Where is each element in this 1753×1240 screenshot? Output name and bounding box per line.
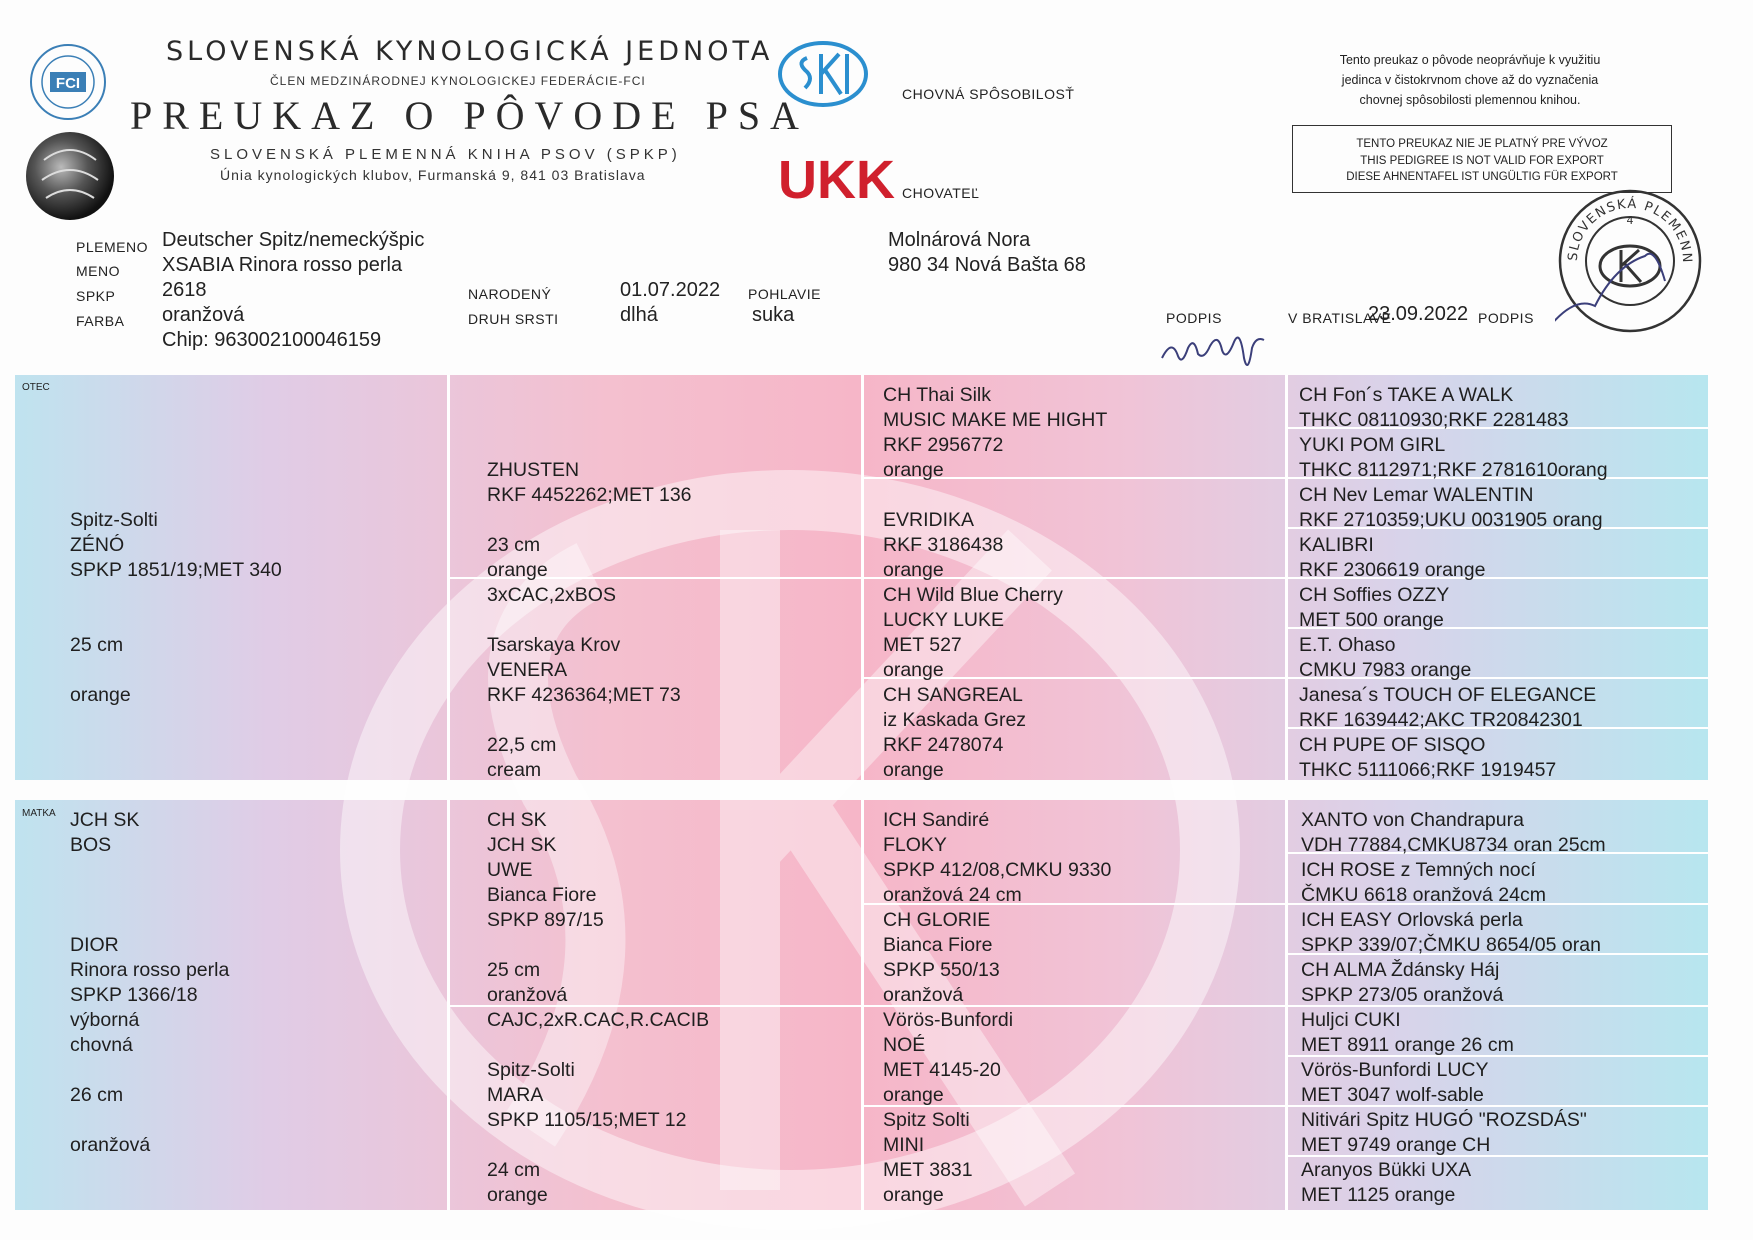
ancestor-line: 25 cm [487,959,541,981]
ancestor-line: CH Nev Lemar WALENTIN [1299,484,1534,506]
ancestor-line: Vörös-Bunfordi LUCY [1301,1059,1489,1081]
ancestor-line: Vörös-Bunfordi [883,1009,1014,1031]
ancestor-line: SPKP 550/13 [883,959,1000,981]
ancestor-cell [883,583,1063,683]
signature-icon [1160,318,1270,380]
ancestor-line: Bianca Fiore [883,934,993,956]
ancestor-line: orange [883,459,944,481]
ancestor-line: MET 9749 orange CH [1301,1134,1491,1156]
union-address: Únia kynologických klubov, Furmanská 9, 841 03 Bratislava [220,167,646,183]
ancestor-line: MET 8911 orange 26 cm [1301,1034,1514,1056]
ancestor-line: RKF 1639442;AKC TR20842301 [1299,709,1583,731]
ancestor-line: oranžová [487,984,568,1006]
dog-name-value: XSABIA Rinora rosso perla [162,254,403,276]
sex-value: suka [752,304,795,326]
issue-date: 23.09.2022 [1368,303,1469,325]
ancestor-line: 22,5 cm [487,734,557,756]
dam-line: Rinora rosso perla [70,959,230,981]
ancestor-line: ICH Sandiré [883,809,990,831]
sire-line: SPKP 1851/19;MET 340 [70,559,282,581]
dam-line [70,858,229,883]
ancestor-line: Aranyos Bükki UXA [1301,1159,1472,1181]
ancestor-line: ZHUSTEN [487,459,580,481]
ancestor-line: Spitz Solti [883,1109,970,1131]
ancestor-line: CH GLORIE [883,909,991,931]
dam-line [70,908,229,933]
name-label: MENO [76,263,120,279]
ancestor-line: FLOKY [883,834,947,856]
fci-logo-icon [28,42,108,122]
ancestor-cell [1301,808,1606,858]
ancestor-line: RKF 3186438 [883,534,1004,556]
official-signature-label: PODPIS [1478,310,1534,326]
org-title: SLOVENSKÁ KYNOLOGICKÁ JEDNOTA [166,36,774,67]
ancestor-line: CH ALMA Ždánsky Háj [1301,959,1500,981]
coat-label: DRUH SRSTI [468,311,559,327]
chip-value: Chip: 963002100046159 [162,329,382,351]
ancestor-line: 23 cm [487,534,541,556]
coat-value: dlhá [620,304,658,326]
ancestor-line: THKC 8112971;RKF 2781610orang [1299,459,1608,481]
color-label: FARBA [76,313,125,329]
ancestor-cell [1299,583,1449,633]
dam-line [70,1108,229,1133]
breed-label: PLEMENO [76,239,148,255]
export-warning-line: THIS PEDIGREE IS NOT VALID FOR EXPORT [1360,154,1604,167]
ancestor-line: MET 527 [883,634,962,656]
ancestor-line: CMKU 7983 orange [1299,659,1472,681]
ancestor-line: MET 3831 [883,1159,973,1181]
ancestor-line: orange [883,659,944,681]
ancestor-line: E.T. Ohaso [1299,634,1396,656]
ancestor-line [487,1133,686,1158]
ancestor-cell [883,683,1026,783]
ancestor-line: CH SANGREAL [883,684,1023,706]
sire-details [70,508,282,708]
stamp-number: 4 [1626,214,1634,227]
dam-line: JCH SK [70,809,140,831]
ancestor-line: Tsarskaya Krov [487,634,621,656]
breeder-name: Molnárová Nora [888,229,1031,251]
document-title: PREUKAZ O PÔVODE PSA [130,93,809,138]
dam-line: chovná [70,1034,133,1056]
place-label: V BRATISLAVE [1288,310,1392,326]
ancestor-titles: 3xCAC,2xBOS [487,584,616,606]
sire-line: 25 cm [70,634,124,656]
ancestor-cell [1299,483,1603,533]
dam-tag: MATKA [22,808,56,819]
ancestor-cell [1299,383,1569,433]
breeding-notice: Tento preukaz o pôvode neoprávňuje k využitiu jedinca v čistokrvnom chove až do vyznačenia chovnej spôsobilosti plemennou knihou. [1339,53,1601,107]
ancestor-line: CH Fon´s TAKE A WALK [1299,384,1514,406]
dam-details [70,808,229,1158]
hologram-seal-icon [24,130,116,222]
ancestor-line: orange [883,1184,944,1206]
color-value: oranžová [162,304,245,326]
ancestor-line: oranžová 24 cm [883,884,1022,906]
ancestor-line: RKF 4236364;MET 73 [487,684,681,706]
signature-label: PODPIS [1166,310,1222,326]
breeder-address: 980 34 Nová Bašta 68 [888,254,1086,276]
ancestor-line: CH Soffies OZZY [1299,584,1450,606]
ancestor-line: SPKP 1105/15;MET 12 [487,1109,687,1131]
ancestor-line: iz Kaskada Grez [883,709,1027,731]
ancestor-line: RKF 4452262;MET 136 [487,484,692,506]
ancestor-line: SPKP 339/07;ČMKU 8654/05 oran [1301,934,1601,956]
ancestor-line: 24 cm [487,1159,541,1181]
ancestor-line: RKF 2306619 orange [1299,559,1486,581]
ancestor-line [487,708,681,733]
ancestor-line: Janesa´s TOUCH OF ELEGANCE [1299,684,1597,706]
skj-logo-icon [777,40,869,108]
fci-membership: ČLEN MEDZINÁRODNEJ KYNOLOGICKEJ FEDERÁCIE-FCI [270,74,646,88]
dam-line: výborná [70,1009,140,1031]
official-stamp [1555,186,1705,336]
sire-line: Spitz-Solti [70,509,158,531]
ancestor-line: RKF 2956772 [883,434,1004,456]
ancestor-line: THKC 5111066;RKF 1919457 [1299,759,1557,781]
ancestor-line: orange [883,759,944,781]
sire-line [70,658,282,683]
dam-line: oranžová [70,1134,151,1156]
ancestor-cell [883,1008,1013,1108]
ancestor-cell [1299,733,1556,783]
breeding-fitness-label: CHOVNÁ SPÔSOBILOSŤ [902,86,1075,102]
ancestor-line: MET 4145-20 [883,1059,1001,1081]
ancestor-cell [1301,958,1503,1008]
ancestor-titles: CAJC,2xR.CAC,R.CACIB [487,1009,710,1031]
dam-line: SPKP 1366/18 [70,984,198,1006]
ancestor-line: MARA [487,1084,544,1106]
sire-line [70,608,282,633]
ancestor-line: SPKP 897/15 [487,909,604,931]
born-value: 01.07.2022 [620,279,721,301]
dam-sire-details [487,808,709,1033]
fci-logo-text: FCI [55,75,81,92]
ancestor-line: MET 1125 orange [1301,1184,1456,1206]
ancestor-cell [1301,908,1601,958]
ancestor-line: ICH ROSE z Temných nocí [1301,859,1536,881]
ancestor-cell [1301,1158,1471,1208]
sire-sire-details [487,458,692,608]
ancestor-line: MUSIC MAKE ME HIGHT [883,409,1108,431]
export-warning-box [1292,125,1672,193]
sire-tag: OTEC [22,382,50,393]
ancestor-line: CH SK [487,809,547,831]
ancestor-line: orange [487,1184,548,1206]
ancestor-line: MET 3047 wolf-sable [1301,1084,1484,1106]
ancestor-line: MINI [883,1134,925,1156]
ancestor-line: cream [487,759,542,781]
dam-line [70,1058,229,1083]
ancestor-line: Huljci CUKI [1301,1009,1401,1031]
ancestor-line: VDH 77884,CMKU8734 oran 25cm [1301,834,1606,856]
spkp-label: SPKP [76,288,116,304]
dam-line: 26 cm [70,1084,124,1106]
breeder-label: CHOVATEĽ [902,185,980,201]
ancestor-line: Nitivári Spitz HUGÓ "ROZSDÁS" [1301,1109,1587,1131]
ancestor-line [487,508,692,533]
stud-book-name: SLOVENSKÁ PLEMENNÁ KNIHA PSOV (SPKP) [210,146,681,163]
ancestor-line: ICH EASY Orlovská perla [1301,909,1523,931]
sire-line [70,583,282,608]
dam-line: DIOR [70,934,119,956]
ancestor-cell [1301,1058,1489,1108]
ancestor-line: XANTO von Chandrapura [1301,809,1524,831]
ancestor-line: KALIBRI [1299,534,1374,556]
ancestor-line: EVRIDIKA [883,509,975,531]
ancestor-cell [1301,1108,1587,1158]
ancestor-cell [883,508,1003,583]
ancestor-cell [883,808,1111,908]
ancestor-cell [883,908,1000,1008]
ancestor-line: orange [883,559,944,581]
ancestor-line: Spitz-Solti [487,1059,575,1081]
born-label: NARODENÝ [468,286,552,302]
ancestor-line [487,933,709,958]
ancestor-line: SPKP 412/08,CMKU 9330 [883,859,1112,881]
dam-line [70,883,229,908]
ancestor-line: THKC 08110930;RKF 2281483 [1299,409,1569,431]
dam-dam-details [487,1058,686,1208]
sex-label: POHLAVIE [748,286,821,302]
spkp-value: 2618 [162,279,207,301]
ancestor-line: RKF 2710359;UKU 0031905 orang [1299,509,1603,531]
ancestor-line: LUCKY LUKE [883,609,1005,631]
ancestor-cell [883,383,1107,483]
ancestor-line: orange [883,1084,944,1106]
breed-value: Deutscher Spitz/nemeckýšpic [162,229,425,251]
ancestor-cell [1301,1008,1514,1058]
skj-watermark-icon [330,430,1250,1230]
export-warning-line: DIESE AHNENTAFEL IST UNGÜLTIG FÜR EXPORT [1346,171,1618,183]
stamp-text: SLOVENSKÁ PLEMENN [1565,196,1695,265]
ancestor-line: UWE [487,859,533,881]
ancestor-line: JCH SK [487,834,557,856]
ancestor-cell [1299,433,1608,483]
ancestor-line: CH Wild Blue Cherry [883,584,1063,606]
ancestor-cell [1301,858,1546,908]
sire-line: ZÉNÓ [70,534,125,556]
ancestor-line: NOÉ [883,1034,926,1056]
ancestor-line: SPKP 273/05 oranžová [1301,984,1504,1006]
ancestor-line: CH Thai Silk [883,384,992,406]
sire-dam-details [487,633,681,783]
ancestor-line: Bianca Fiore [487,884,597,906]
ancestor-cell [1299,533,1485,583]
ancestor-cell [1299,683,1596,733]
ancestor-line: ČMKU 6618 oranžová 24cm [1301,884,1546,906]
ancestor-cell [1299,633,1471,683]
ancestor-line: RKF 2478074 [883,734,1004,756]
sire-line: orange [70,684,131,706]
ancestor-line: oranžová [883,984,964,1006]
ukk-logo-icon [778,150,895,210]
ukk-logo-text: UKK [778,150,895,210]
export-warning-line: TENTO PREUKAZ NIE JE PLATNÝ PRE VÝVOZ [1356,138,1608,150]
ancestor-line: YUKI POM GIRL [1299,434,1446,456]
dam-line: BOS [70,834,112,856]
ancestor-line: VENERA [487,659,568,681]
ancestor-cell [883,1108,973,1208]
ancestor-line: MET 500 orange [1299,609,1444,631]
ancestor-line: orange [487,559,548,581]
ancestor-line: CH PUPE OF SISQO [1299,734,1486,756]
